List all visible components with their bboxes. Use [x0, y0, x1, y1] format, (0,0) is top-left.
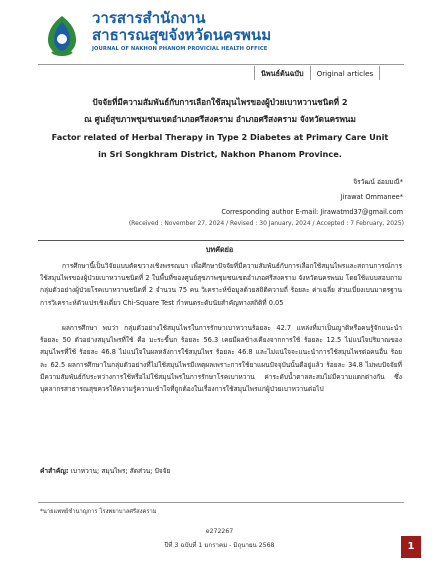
- title-en-line2: in Sri Songkhram District, Nakhon Phanom Province.: [98, 149, 342, 159]
- article-type-th: นิพนธ์ต้นฉบับ: [254, 66, 310, 80]
- keywords-line: [40, 465, 402, 476]
- footnote-divider: [38, 502, 404, 503]
- header-divider: [38, 64, 404, 65]
- journal-title-th-line1: วารสารสำนักงาน: [92, 9, 206, 27]
- title-en-line1: Factor related of Herbal Therapy in Type 2 Diabetes at Primary Care Unit: [51, 132, 389, 142]
- author-footnote: *นายแพทย์ชำนาญการ โรงพยาบาลศรีสงคราม: [40, 509, 157, 515]
- author-name-th: จิรวัฒน์ อ่อมมณี*: [353, 178, 403, 186]
- journal-header: [38, 6, 418, 62]
- keywords-label: คำสำคัญ:: [40, 467, 69, 475]
- abstract-paragraph-2: ผลการศึกษา พบว่า กลุ่มตัวอย่างใช้สมุนไพรในการรักษาเบาหวานร้อยละ 42.7 แหล่งที่มาเป็นญาติหรือคนรู้จักแนะนำ ร้อยละ 50 ตัวอย่างสมุนไพรที่ใช้ คือ มะระขี้นก ร้อยละ 56.3 เคยมีผลข้างเคียงจากการใช้ ร้อยละ 12.5 ไม่แน่ใจปริมาณของสมุนไพรที่ใช้ ร้อยละ 46.8 ไม่แน่ใจในผลหลังการใช้สมุนไพร ร้อยละ 46.8 และไม่แน่ใจจะแนะนำการใช้สมุนไพรต่อคนอื่น ร้อยละ 62.5 ผลการศึกษาในกลุ่มตัวอย่างที่ไม่ใช้สมุนไพรมีเหตุผลเพราะการใช้ยาแผนปัจจุบันนั้นดีอยู่แล้ว ร้อยละ 34.8 ไม่พบปัจจัยที่มีความสัมพันธ์กับระหว่างการใช้หรือไม่ใช้สมุนไพรในการรักษาโรคเบาหวาน ค่าระดับน้ำตาลสะสมไม่มีความแตกต่างกัน ซึ่งบุคลากรสาธารณสุขควรให้ความรู้ความเข้าใจที่ถูกต้องในเรื่องการใช้สมุนไพรแก่ผู้ป่วยเบาหวานต่อไป: [40, 324, 402, 394]
- journal-title-en: JOURNAL OF NAKHON PHANOM PROVICIAL HEALTH OFFICE: [92, 46, 268, 52]
- page-number-badge: 1: [401, 536, 421, 558]
- journal-logo: [38, 12, 86, 60]
- abstract-heading: บทคัดย่อ: [205, 245, 234, 254]
- author-email: Corresponding author E-mail: Jirawatmd37@gmail.com: [221, 208, 403, 216]
- title-th-line2: ณ ศูนย์สุขภาพชุมชนเขตอำเภอศรีสงคราม อำเภอศรีสงคราม จังหวัดนครพนม: [84, 114, 356, 124]
- abstract-paragraph-1: การศึกษานี้เป็นวิจัยแบบตัดขวางเชิงพรรณนา เพื่อศึกษาปัจจัยที่มีความสัมพันธ์กับการเลือกใช้สมุนไพรและสถานการณ์การใช้สมุนไพรของผู้ป่วยเบาหวานชนิดที่ 2 ในพื้นที่ของศูนย์สุขภาพชุมชนเขตอำเภอศรีสงคราม จังหวัดนครพนม โดยใช้แบบสอบถาม กลุ่มตัวอย่างผู้ป่วยโรคเบาหวานชนิดที่ 2 จำนวน 75 คน วิเคราะห์ข้อมูลด้วยสถิติความถี่ ร้อยละ ค่าเฉลี่ย ส่วนเบี่ยงเบนมาตรฐาน การวิเคราะห์ตัวแปรเชิงเดี่ยว Chi-Square Test กำหนดระดับนัยสำคัญทางสถิติที่ 0.05: [40, 262, 402, 307]
- issue-info: ปีที่ 3 ฉบับที่ 1 มกราคม - มิถุนายน 2568: [164, 542, 275, 549]
- author-name-en: Jirawat Ommanee*: [340, 193, 403, 201]
- journal-title-th-line2: สาธารณสุขจังหวัดนครพนม: [92, 26, 272, 44]
- received-dates: (Received : November 27, 2024 / Revised : 30 January, 2024 / Accepted : 7 February, 2025): [128, 220, 404, 227]
- article-type-box: [254, 66, 380, 80]
- article-type-en: Original articles: [310, 66, 381, 80]
- document-id: e272267: [205, 528, 234, 535]
- abstract-top-rule: [38, 240, 404, 241]
- keywords-text: เบาหวาน; สมุนไพร; สัดส่วน; ปัจจัย: [70, 467, 171, 475]
- title-th-line1: ปัจจัยที่มีความสัมพันธ์กับการเลือกใช้สมุนไพรของผู้ป่วยเบาหวานชนิดที่ 2: [92, 97, 348, 107]
